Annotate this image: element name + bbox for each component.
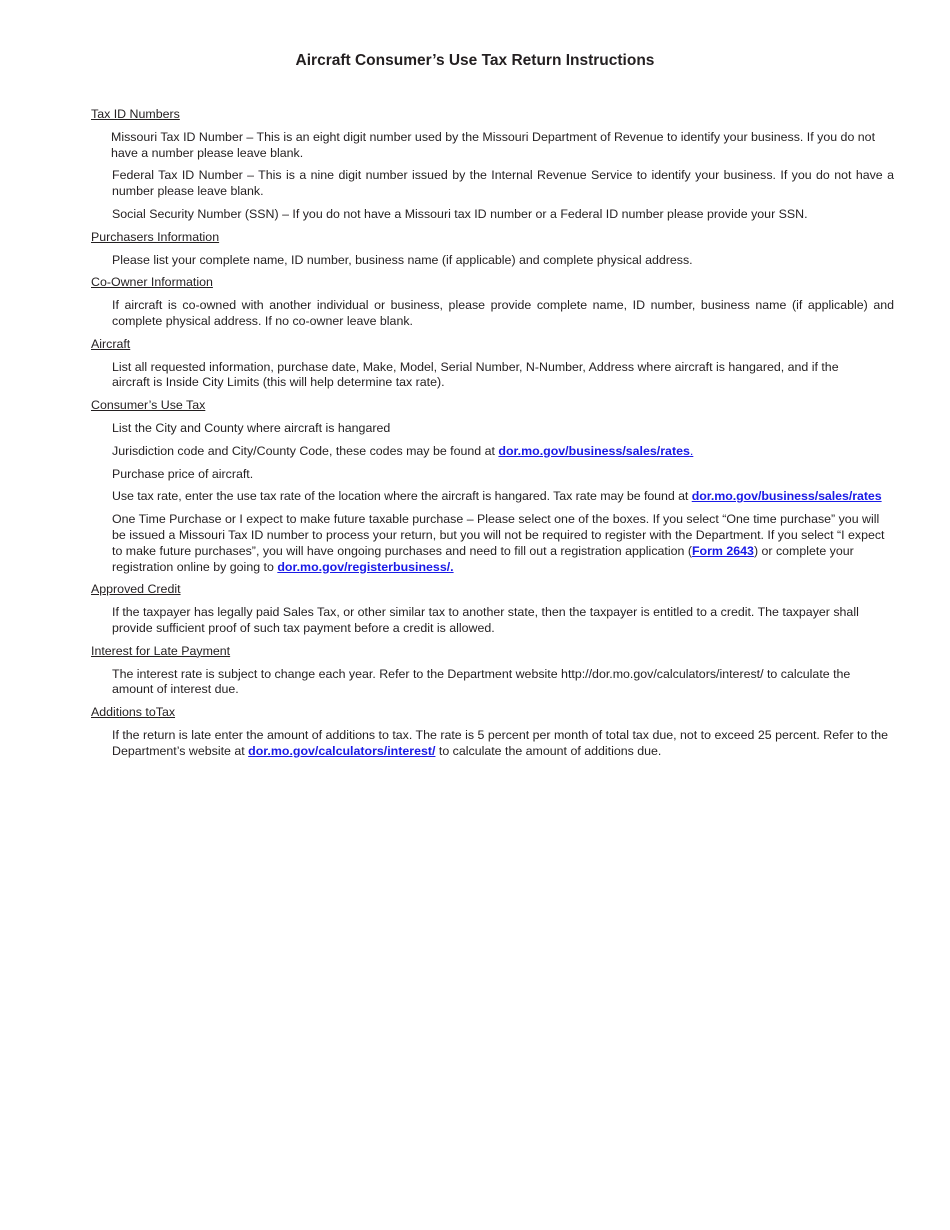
additions-text: If the return is late enter the amount of additions to tax. The rate is 5 percent per month of total tax due, not to exceed 25 percent. Refer to the Department’s website at <box>112 727 889 758</box>
paragraph-jurisdiction-code <box>112 444 894 460</box>
paragraph-use-tax-rate <box>112 489 894 505</box>
paragraph-purchase-price: Purchase price of aircraft. <box>112 466 254 481</box>
heading-aircraft: Aircraft <box>91 336 131 351</box>
page-title: Aircraft Consumer’s Use Tax Return Instructions <box>295 52 655 69</box>
paragraph-ssn: Social Security Number (SSN) – If you do not have a Missouri tax ID number or a Federal ID number please provide your SSN. <box>112 206 808 221</box>
paragraph-co-owner: If aircraft is co-owned with another individual or business, please provide complete name, ID number, business name (if applicable) and complete physical address. If no co-owner leave blank. <box>112 298 894 328</box>
paragraph-approved-credit: If the taxpayer has legally paid Sales Tax, or other similar tax to another state, then the taxpayer is entitled to a credit. The taxpayer shall provide sufficient proof of such tax payment before a credit is allowed. <box>112 605 859 635</box>
additions-end-text: to calculate the amount of additions due. <box>435 743 662 758</box>
calculators-interest-link[interactable]: dor.mo.gov/calculators/interest/ <box>248 743 436 758</box>
heading-interest-late-payment: Interest for Late Payment <box>91 643 231 658</box>
register-business-link[interactable]: dor.mo.gov/registerbusiness/. <box>277 559 454 574</box>
heading-tax-id-numbers: Tax ID Numbers <box>91 107 180 121</box>
purchase-type-mid-text: ) or complete your registration online by going to <box>112 543 854 574</box>
purchase-type-text: One Time Purchase or I expect to make future taxable purchase – Please select one of the boxes. If you select “One time purchase” you will be issued a Missouri Tax ID number to process your return, but you will not be required to register with the Department. If you select “I expect to make future purchases”, you will have ongoing purchases and need to fill out a registration application ( <box>112 512 885 558</box>
heading-approved-credit: Approved Credit <box>91 582 181 597</box>
paragraph-purchasers: Please list your complete name, ID number, business name (if applicable) and complete physical address. <box>112 252 693 267</box>
paragraph-interest: The interest rate is subject to change each year. Refer to the Department website http://dor.mo.gov/calculators/interest/ to calculate the amount of interest due. <box>112 666 851 697</box>
use-tax-rate-text: Use tax rate, enter the use tax rate of the location where the aircraft is hangared. Tax rate may be found at <box>112 489 692 504</box>
instructions-body <box>91 107 894 767</box>
paragraph-missouri-tax-id: Missouri Tax ID Number – This is an eight digit number used by the Missouri Department of Revenue to identify your business. If you do not have a number please leave blank. <box>111 129 876 160</box>
jurisdiction-period: . <box>689 443 694 458</box>
paragraph-federal-tax-id: Federal Tax ID Number – This is a nine digit number issued by the Internal Revenue Service to identify your business. If you do not have a number please leave blank. <box>112 168 894 199</box>
heading-purchasers-information: Purchasers Information <box>91 229 220 244</box>
paragraph-additions <box>112 728 894 760</box>
paragraph-purchase-type <box>112 512 894 575</box>
jurisdiction-text: Jurisdiction code and City/County Code, these codes may be found at <box>112 443 499 458</box>
form-2643-link[interactable]: Form 2643 <box>691 543 754 558</box>
sales-rates-link[interactable]: dor.mo.gov/business/sales/rates <box>498 443 690 458</box>
paragraph-city-county: List the City and County where aircraft is hangared <box>112 420 391 435</box>
heading-co-owner-information: Co-Owner Information <box>91 275 213 290</box>
heading-additions-to-tax: Additions toTax <box>91 705 176 720</box>
heading-consumers-use-tax: Consumer’s Use Tax <box>91 398 206 413</box>
paragraph-aircraft: List all requested information, purchase date, Make, Model, Serial Number, N-Number, Address where aircraft is hangared, and if the aircraft is Inside City Limits (this will help determine tax rate). <box>112 359 839 390</box>
use-tax-rates-link[interactable]: dor.mo.gov/business/sales/rates <box>691 489 882 504</box>
